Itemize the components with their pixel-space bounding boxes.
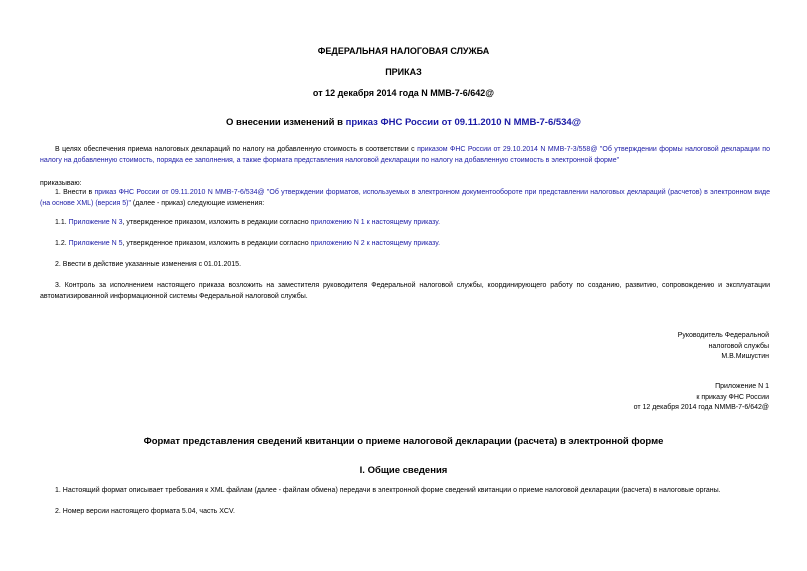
section-1-paragraph-1: 1. Настоящий формат описывает требования к XML файлам (далее - файлам обмена) передачи в электронной форме сведений квитанции о приеме налоговой декларации (расчета) в налоговые органы.	[55, 487, 721, 494]
section-1-paragraph-2: 2. Номер версии настоящего формата 5.04, часть XCV.	[55, 508, 235, 515]
item-2-paragraph: 2. Ввести в действие указанные изменения с 01.01.2015.	[55, 261, 242, 268]
signature-block	[678, 331, 769, 363]
format-title: Формат представления сведений квитанции о приеме налоговой декларации (расчета) в электронной форме	[143, 436, 664, 447]
preamble-text: В целях обеспечения приема налоговых деклараций по налогу на добавленную стоимость в соответствии с	[55, 146, 418, 153]
item-1-1-middle: , утвержденное приказом, изложить в редакции согласно	[122, 219, 311, 226]
item-1-link[interactable]: приказ ФНС России от 09.11.2010 N ММВ-7-6/534@ "Об утверждении форматов, используемых в электронном документообороте при представлении налоговых деклараций (расчетов) в электронном виде (на основе XML) (версия 5)"	[40, 189, 770, 207]
order-title	[0, 117, 807, 128]
item-1-paragraph	[40, 188, 770, 209]
appendix-ref-line-1: Приложение N 1	[715, 383, 769, 390]
agency-heading: ФЕДЕРАЛЬНАЯ НАЛОГОВАЯ СЛУЖБА	[317, 46, 490, 56]
signature-line-2: налоговой службы	[708, 342, 769, 350]
item-1-2-link-appendix[interactable]: Приложение N 5	[68, 240, 123, 247]
item-1-1-prefix: 1.1.	[55, 219, 69, 226]
order-date-line: от 12 декабря 2014 года N ММВ-7-6/642@	[312, 88, 495, 98]
item-1-prefix: 1. Внести в	[55, 189, 95, 196]
appendix-reference	[634, 382, 769, 414]
item-1-2-paragraph	[40, 239, 770, 250]
signature-name: М.В.Мишустин	[721, 353, 769, 360]
item-1-2-link-annex[interactable]: приложению N 2 к настоящему приказу.	[310, 240, 441, 247]
section-1-title: I. Общие сведения	[359, 465, 448, 476]
signature-line-1: Руководитель Федеральной	[677, 332, 769, 339]
item-1-1-link-appendix[interactable]: Приложение N 3	[68, 219, 123, 226]
order-word: приказываю:	[40, 180, 82, 187]
item-3-paragraph: 3. Контроль за исполнением настоящего приказа возложить на заместителя руководителя Федеральной налоговой службы, координирующего работу по созданию, развитию, сопровождению и эксплуатации автоматизированной информационной системы Федеральной налоговой службы.	[40, 282, 770, 300]
item-1-2-prefix: 1.2.	[55, 240, 69, 247]
appendix-ref-line-2: к приказу ФНС России	[696, 393, 769, 401]
item-1-2-middle: , утвержденное приказом, изложить в редакции согласно	[122, 240, 311, 247]
preamble-paragraph	[40, 145, 770, 166]
doc-type-heading: ПРИКАЗ	[385, 67, 422, 77]
order-title-link[interactable]: приказ ФНС России от 09.11.2010 N ММВ-7-6/534@	[345, 117, 581, 128]
item-1-1-link-annex[interactable]: приложению N 1 к настоящему приказу.	[310, 219, 441, 226]
order-title-prefix: О внесении изменений в	[226, 117, 346, 128]
preamble-link[interactable]: приказом ФНС России от 29.10.2014 N ММВ-7-3/558@ "Об утверждении формы налоговой декларации по налогу на добавленную стоимость, порядка ее заполнения, а также формата представления налоговой декларации по налогу на добавленную стоимость в электронной форме"	[40, 146, 770, 164]
item-1-suffix: (далее - приказ) следующие изменения:	[130, 199, 265, 207]
appendix-ref-line-3: от 12 декабря 2014 года NММВ-7-6/642@	[633, 404, 769, 411]
item-1-1-paragraph	[40, 218, 770, 229]
